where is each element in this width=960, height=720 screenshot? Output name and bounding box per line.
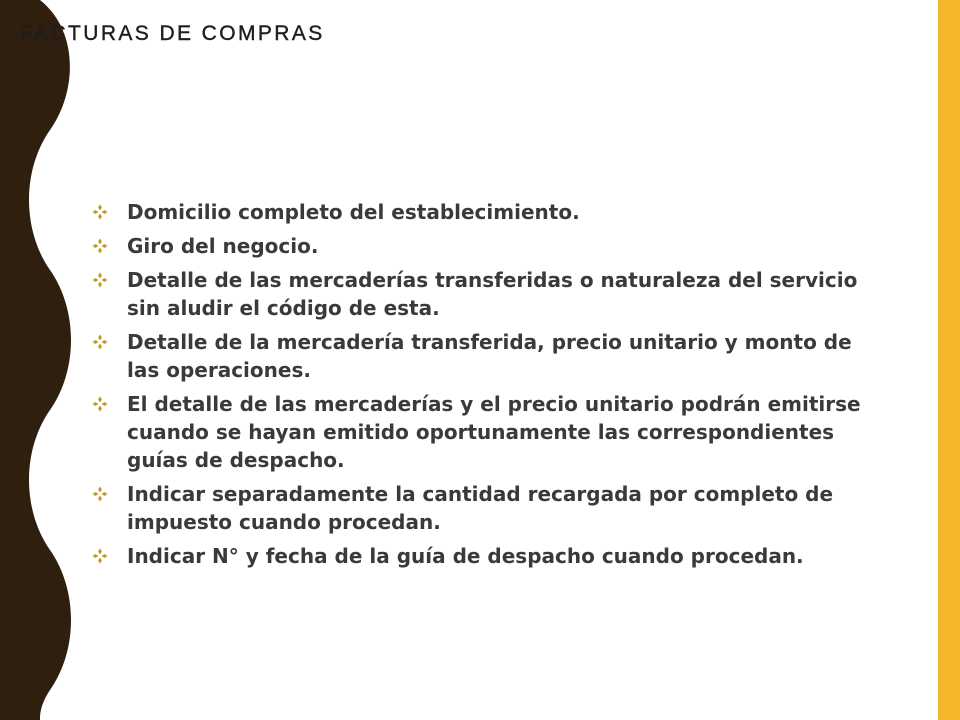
bullet-item (92, 542, 882, 570)
bullet-text: Detalle de las mercaderías transferidas o naturaleza del servicio sin aludir el código de esta. (127, 268, 858, 320)
slide-title: FACTURAS DE COMPRAS (20, 22, 325, 45)
four-diamond-bullet-icon (92, 334, 108, 350)
bullet-item (92, 390, 882, 474)
left-wave-border (0, 0, 80, 720)
four-diamond-bullet-icon (92, 396, 108, 412)
bullet-text: Indicar separadamente la cantidad recargada por completo de impuesto cuando procedan. (127, 482, 834, 534)
bullet-item (92, 266, 882, 322)
bullet-text: Indicar N° y fecha de la guía de despacho cuando procedan. (127, 544, 804, 568)
bullet-item (92, 232, 882, 260)
bullet-item (92, 328, 882, 384)
bullet-item (92, 198, 882, 226)
bullet-text: Domicilio completo del establecimiento. (127, 200, 580, 224)
right-accent-stripe (938, 0, 960, 720)
four-diamond-bullet-icon (92, 272, 108, 288)
bullet-text: El detalle de las mercaderías y el precio unitario podrán emitirse cuando se hayan emitido oportunamente las correspondientes guías de despacho. (127, 392, 861, 472)
four-diamond-bullet-icon (92, 204, 108, 220)
four-diamond-bullet-icon (92, 486, 108, 502)
bullet-list (92, 198, 882, 576)
bullet-text: Detalle de la mercadería transferida, precio unitario y monto de las operaciones. (127, 330, 852, 382)
bullet-item (92, 480, 882, 536)
bullet-text: Giro del negocio. (127, 234, 319, 258)
four-diamond-bullet-icon (92, 548, 108, 564)
four-diamond-bullet-icon (92, 238, 108, 254)
